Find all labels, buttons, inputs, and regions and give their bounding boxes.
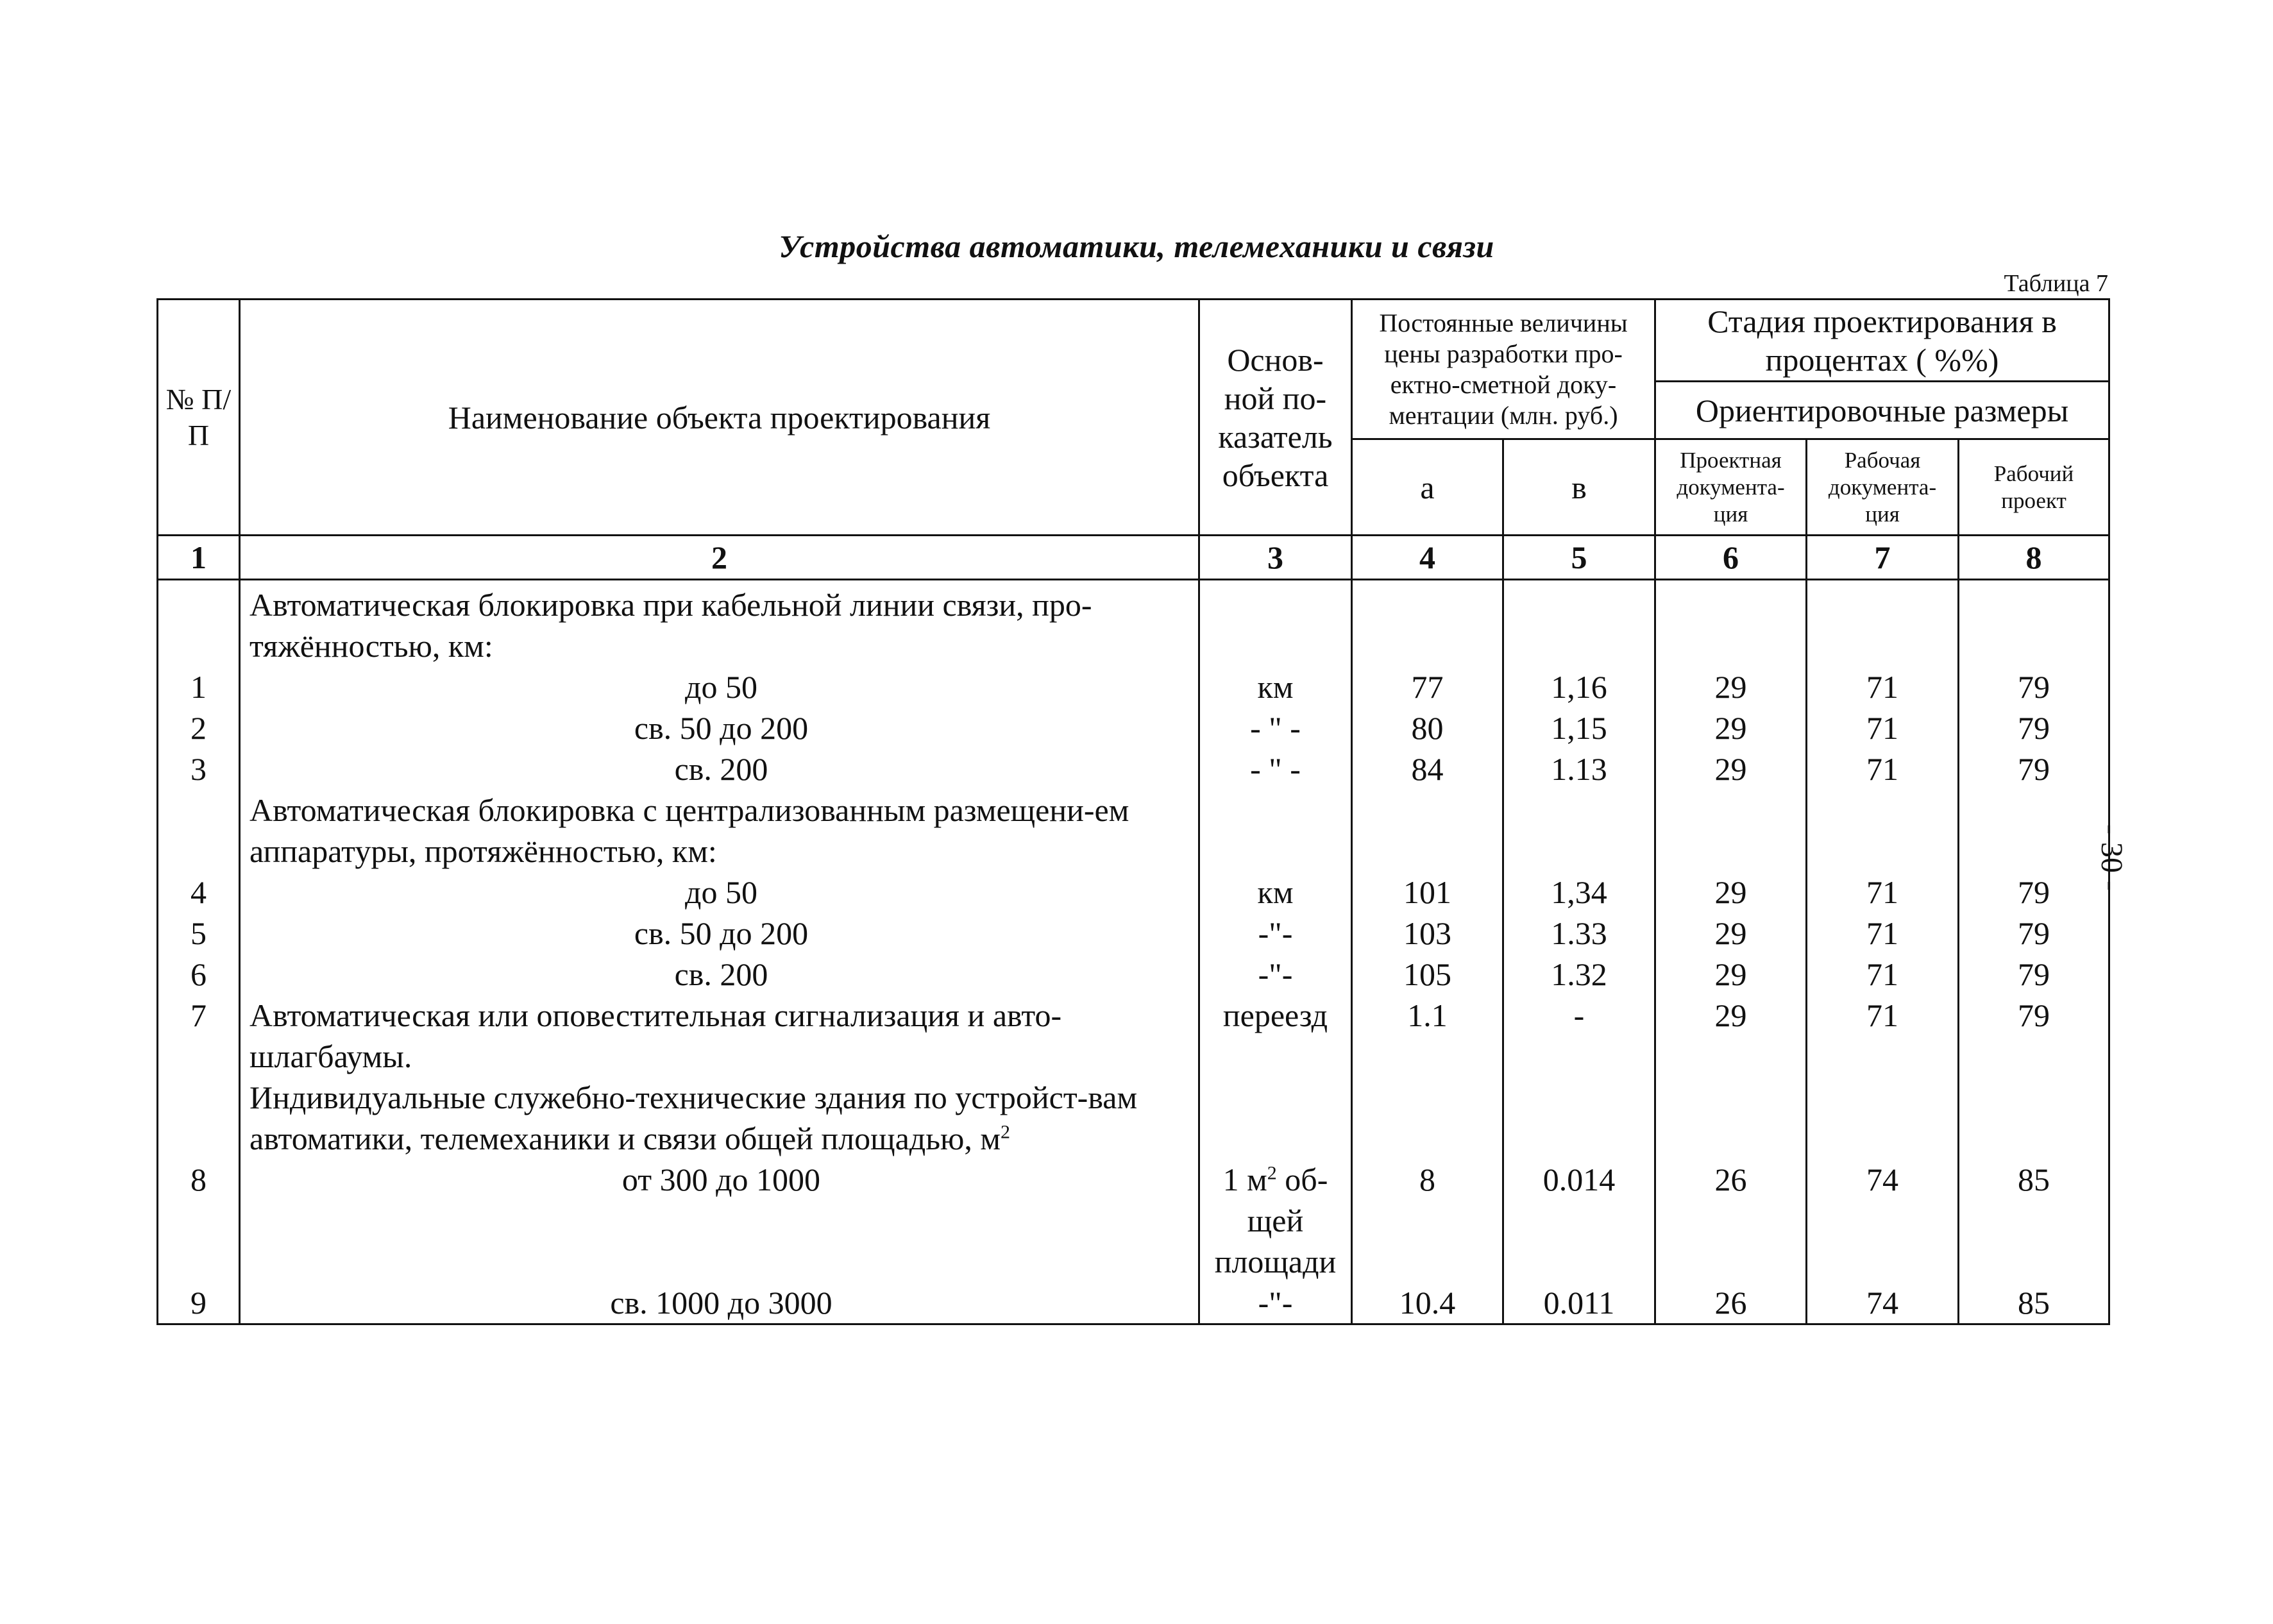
row-b: 1.13 (1503, 749, 1655, 790)
table-row (158, 707, 2109, 749)
row-unit: - " - (1199, 707, 1352, 749)
table-row (158, 790, 2109, 872)
row-b: 1,34 (1503, 872, 1655, 913)
row-a: 101 (1352, 872, 1503, 913)
row-working-project: 79 (1959, 707, 2109, 749)
row-working-project: 79 (1959, 872, 2109, 913)
table-caption: Таблица 7 (2004, 270, 2108, 297)
row-b: 1.33 (1503, 913, 1655, 954)
row-working-doc: 71 (1807, 749, 1959, 790)
table-row (158, 749, 2109, 790)
row-name: от 300 до 1000 (240, 1159, 1199, 1282)
row-working-doc: 71 (1807, 666, 1959, 707)
row-a: 80 (1352, 707, 1503, 749)
row-num: 7 (158, 995, 240, 1077)
row-unit: -"- (1199, 954, 1352, 995)
row-working-project: 79 (1959, 995, 2109, 1077)
header-working-doc: Рабочая документа-ция (1807, 439, 1959, 536)
row-unit: -"- (1199, 913, 1352, 954)
header-b: в (1503, 439, 1655, 536)
column-number: 7 (1807, 536, 1959, 580)
row-working-doc: 74 (1807, 1159, 1959, 1282)
row-design-doc: 29 (1655, 666, 1807, 707)
table-row (158, 995, 2109, 1077)
header-constants: Постоянные величины цены разработки про-ектно-сметной доку-ментации (млн. руб.) (1352, 300, 1655, 439)
row-name: св. 50 до 200 (240, 913, 1199, 954)
row-name: св. 50 до 200 (240, 707, 1199, 749)
row-design-doc: 29 (1655, 872, 1807, 913)
row-a: 77 (1352, 666, 1503, 707)
row-working-doc: 71 (1807, 872, 1959, 913)
row-num: 5 (158, 913, 240, 954)
header-indicator: Основ-ной по-казатель объекта (1199, 300, 1352, 536)
row-a: 103 (1352, 913, 1503, 954)
row-num: 8 (158, 1159, 240, 1282)
row-working-project: 79 (1959, 666, 2109, 707)
row-name: Автоматическая или оповестительная сигнализация и авто-шлагбаумы. (240, 995, 1199, 1077)
row-working-doc: 71 (1807, 995, 1959, 1077)
row-name: до 50 (240, 666, 1199, 707)
row-unit: переезд (1199, 995, 1352, 1077)
row-working-doc: 74 (1807, 1282, 1959, 1324)
row-unit: 1 $м^2$ об-щей площади (1199, 1159, 1352, 1282)
table-row (158, 954, 2109, 995)
row-b: 0.014 (1503, 1159, 1655, 1282)
row-a: 105 (1352, 954, 1503, 995)
column-number: 8 (1959, 536, 2109, 580)
row-unit: - " - (1199, 749, 1352, 790)
page-number: - 30 - (2095, 824, 2129, 891)
table-row (158, 1282, 2109, 1324)
row-working-project: 79 (1959, 954, 2109, 995)
row-design-doc: 29 (1655, 707, 1807, 749)
column-number: 5 (1503, 536, 1655, 580)
row-working-doc: 71 (1807, 707, 1959, 749)
row-design-doc: 26 (1655, 1159, 1807, 1282)
header-design-doc: Проектная документа-ция (1655, 439, 1807, 536)
table-row (158, 580, 2109, 667)
row-name: до 50 (240, 872, 1199, 913)
group-title: Автоматическая блокировка с централизованным размещени-ем аппаратуры, протяжённостью, км: (240, 790, 1199, 872)
row-a: 84 (1352, 749, 1503, 790)
row-name: св. 200 (240, 749, 1199, 790)
table-row (158, 1159, 2109, 1282)
row-working-project: 79 (1959, 749, 2109, 790)
column-number: 2 (240, 536, 1199, 580)
row-b: 0.011 (1503, 1282, 1655, 1324)
row-unit: км (1199, 872, 1352, 913)
column-number: 4 (1352, 536, 1503, 580)
header-working-project: Рабочий проект (1959, 439, 2109, 536)
table-row (158, 872, 2109, 913)
table-row (158, 666, 2109, 707)
column-number: 1 (158, 536, 240, 580)
table-title: Устройства автоматики, телемеханики и связи (779, 228, 1494, 264)
row-b: 1.32 (1503, 954, 1655, 995)
header-name: Наименование объекта проектирования (240, 300, 1199, 536)
row-num: 2 (158, 707, 240, 749)
header-stage: Стадия проектирования в процентах ( %%) (1655, 300, 2109, 382)
row-name: св. 1000 до 3000 (240, 1282, 1199, 1324)
header-approx: Ориентировочные размеры (1655, 382, 2109, 439)
row-design-doc: 29 (1655, 995, 1807, 1077)
row-num: 6 (158, 954, 240, 995)
table-row (158, 1077, 2109, 1159)
row-a: 8 (1352, 1159, 1503, 1282)
row-b: - (1503, 995, 1655, 1077)
design-cost-table (156, 298, 2110, 1325)
column-number: 6 (1655, 536, 1807, 580)
row-num: 9 (158, 1282, 240, 1324)
row-working-doc: 71 (1807, 954, 1959, 995)
group-title: Автоматическая блокировка при кабельной линии связи, про-тяжённостью, км: (240, 580, 1199, 667)
row-num: 3 (158, 749, 240, 790)
row-num: 4 (158, 872, 240, 913)
column-number: 3 (1199, 536, 1352, 580)
row-a: 1.1 (1352, 995, 1503, 1077)
row-a: 10.4 (1352, 1282, 1503, 1324)
row-b: 1,16 (1503, 666, 1655, 707)
row-working-doc: 71 (1807, 913, 1959, 954)
row-b: 1,15 (1503, 707, 1655, 749)
row-working-project: 79 (1959, 913, 2109, 954)
row-name: св. 200 (240, 954, 1199, 995)
row-design-doc: 29 (1655, 913, 1807, 954)
row-unit: км (1199, 666, 1352, 707)
group-title: Индивидуальные служебно-технические здания по устройст-вам автоматики, телемеханики и связи общей площадью, $м^2$ (240, 1077, 1199, 1159)
row-design-doc: 29 (1655, 749, 1807, 790)
row-working-project: 85 (1959, 1159, 2109, 1282)
row-working-project: 85 (1959, 1282, 2109, 1324)
row-unit: -"- (1199, 1282, 1352, 1324)
row-design-doc: 29 (1655, 954, 1807, 995)
row-num: 1 (158, 666, 240, 707)
table-row (158, 913, 2109, 954)
row-design-doc: 26 (1655, 1282, 1807, 1324)
header-num: № П/П (158, 300, 240, 536)
header-a: а (1352, 439, 1503, 536)
